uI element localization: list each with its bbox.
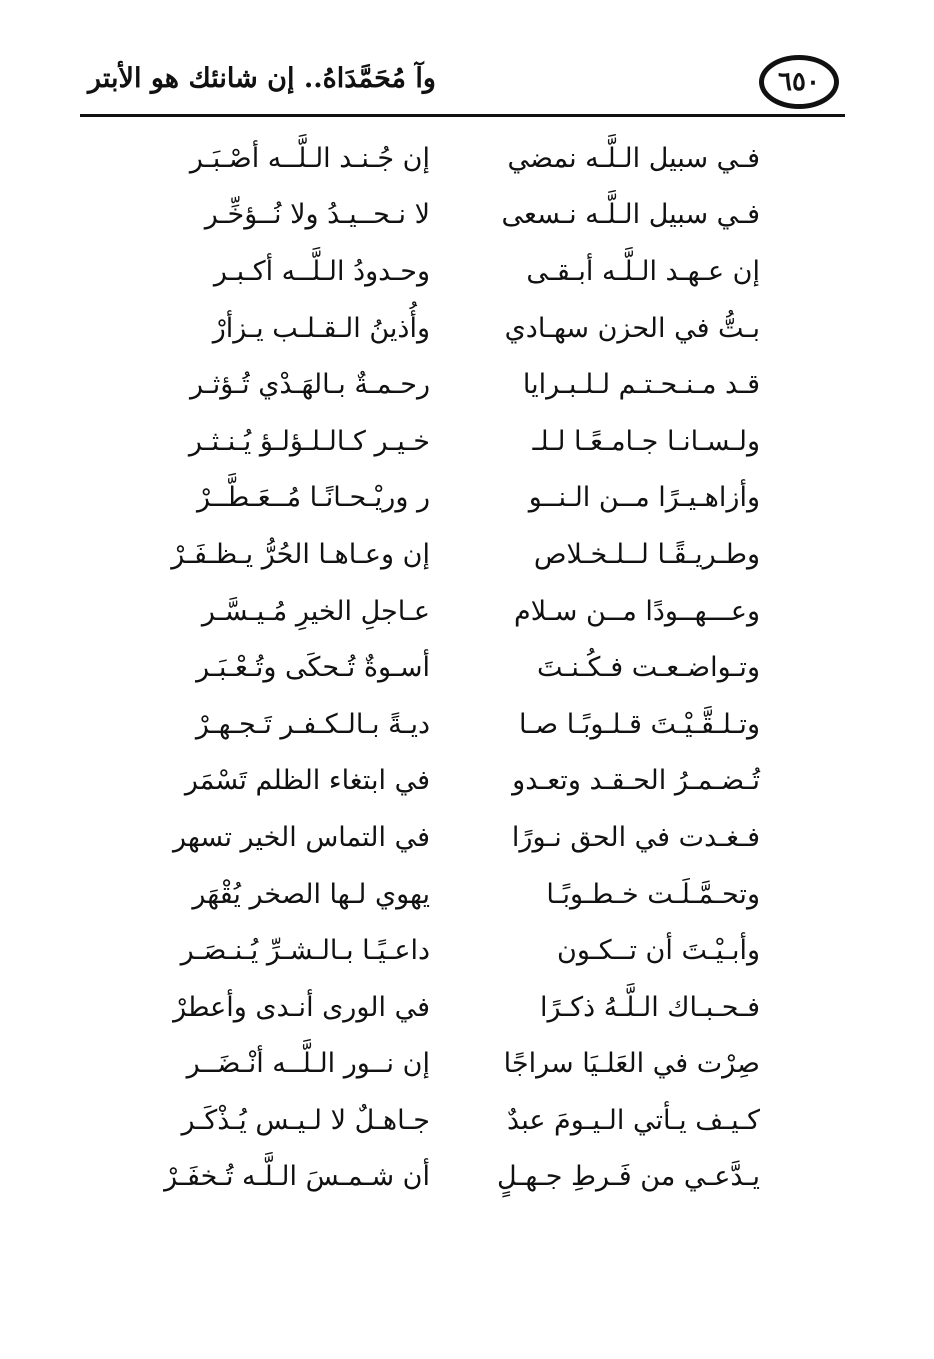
verse-second-hemistich: لا نـحــيـدُ ولا نُــؤخِّـر xyxy=(204,199,430,231)
running-title: وآ مُحَمَّدَاهُ.. إن شانئك هو الأبتر xyxy=(88,63,436,94)
verse-first-hemistich: إن عـهـد الـلَّـه أبـقـى xyxy=(526,255,760,287)
poem-verse xyxy=(150,470,770,527)
poem xyxy=(150,130,770,1205)
page-number-badge xyxy=(759,55,839,109)
verse-second-hemistich: داعـيًـا بـالـشـرِّ يُـنـصَـر xyxy=(180,935,430,967)
verse-second-hemistich: ر وريْـحـانًـا مُــعَـطَّــرْ xyxy=(196,482,430,514)
verse-first-hemistich: وتـلـقَّـيْـتَ قـلـوبًـا صـا xyxy=(519,708,760,740)
verse-first-hemistich: بـتُّ في الحزن سهـادي xyxy=(504,312,760,344)
poem-verse xyxy=(150,130,770,187)
verse-first-hemistich: قـد مـنـحـتـم لـلـبـرايا xyxy=(522,369,760,401)
verse-second-hemistich: في الورى أنـدى وأعطرْ xyxy=(173,991,430,1023)
poem-verse xyxy=(150,922,770,979)
verse-first-hemistich: فـحـبـاك الـلَّـهُ ذكـرًا xyxy=(539,991,760,1023)
verse-first-hemistich: كـيـف يـأتي الـيـومَ عبدٌ xyxy=(507,1104,760,1136)
verse-second-hemistich: في ابتغاء الظلم تَسْمَر xyxy=(184,765,430,797)
poem-verse xyxy=(150,243,770,300)
verse-second-hemistich: وحـدودُ الـلَّــه أكـبـر xyxy=(213,255,430,287)
poem-verse xyxy=(150,300,770,357)
verse-second-hemistich: يهوي لـها الصخر يُقْهَر xyxy=(192,878,430,910)
poem-verse xyxy=(150,979,770,1036)
page-number: ٦٥٠ xyxy=(778,67,820,97)
poem-verse xyxy=(150,583,770,640)
verse-second-hemistich: خـيـر كـالـلـؤلـؤ يُـنـثـر xyxy=(188,425,430,457)
poem-verse xyxy=(150,866,770,923)
verse-first-hemistich: وعـــهــودًا مــن سـلام xyxy=(514,595,760,627)
poem-verse xyxy=(150,187,770,244)
verse-second-hemistich: أن شـمـسَ الـلَّـه تُـخفَـرْ xyxy=(164,1161,430,1193)
verse-first-hemistich: فـي سبيل الـلَّـه نمضي xyxy=(507,142,760,174)
verse-second-hemistich: وأُذينُ الـقـلـب يـزأرْ xyxy=(212,312,430,344)
verse-first-hemistich: وتـواضـعـت فـكُـنـتَ xyxy=(537,652,760,684)
poem-verse xyxy=(150,753,770,810)
page-header xyxy=(80,55,845,125)
verse-second-hemistich: أسـوةٌ تُـحكَى وتُـعْـبَـر xyxy=(196,652,430,684)
verse-second-hemistich: عـاجلِ الخيرِ مُـيـسَّـر xyxy=(201,595,430,627)
poem-verse xyxy=(150,413,770,470)
verse-second-hemistich: إن نــور الـلَّــه أنْـضَــر xyxy=(186,1048,430,1080)
poem-verse xyxy=(150,526,770,583)
poem-verse xyxy=(150,1036,770,1093)
verse-second-hemistich: ديـةً بـالـكـفـر تَـجـهـرْ xyxy=(195,708,430,740)
verse-second-hemistich: في التماس الخير تسهر xyxy=(173,821,430,853)
verse-second-hemistich: رحـمـةٌ بـالهَـدْي تُـؤثـر xyxy=(189,369,430,401)
poem-verse xyxy=(150,1149,770,1206)
header-divider xyxy=(80,114,845,117)
poem-verse xyxy=(150,696,770,753)
verse-second-hemistich: إن جُـنـد الـلَّــه أصْـبَـر xyxy=(189,142,430,174)
verse-second-hemistich: إن وعـاهـا الحُرُّ يـظـفَـرْ xyxy=(171,538,430,570)
verse-first-hemistich: وطـريـقًـا لــلـخـلاص xyxy=(533,538,760,570)
poem-verse xyxy=(150,639,770,696)
verse-first-hemistich: يـدَّعـي من فَـرطِ جـهـلٍ xyxy=(497,1161,760,1193)
verse-first-hemistich: وتحـمَّـلَـت خـطـوبًـا xyxy=(546,878,760,910)
verse-first-hemistich: ولـسـانـا جـامـعًـا لـلـ xyxy=(532,425,760,457)
verse-second-hemistich: جـاهـلٌ لا لـيـس يُـذْكَـر xyxy=(181,1104,430,1136)
poem-verse xyxy=(150,1092,770,1149)
verse-first-hemistich: فـي سبيل الـلَّـه نـسعى xyxy=(501,199,760,231)
verse-first-hemistich: وأزاهـيـرًا مــن الـنــو xyxy=(528,482,760,514)
verse-first-hemistich: وأبـيْـتَ أن تــكـون xyxy=(557,935,760,967)
verse-first-hemistich: تُـضـمـرُ الحـقـد وتعـدو xyxy=(512,765,760,797)
poem-verse xyxy=(150,809,770,866)
poem-verse xyxy=(150,356,770,413)
verse-first-hemistich: فـغـدت في الحق نـورًا xyxy=(511,821,760,853)
verse-first-hemistich: صِرْت في العَلـيَا سراجًا xyxy=(503,1048,760,1080)
